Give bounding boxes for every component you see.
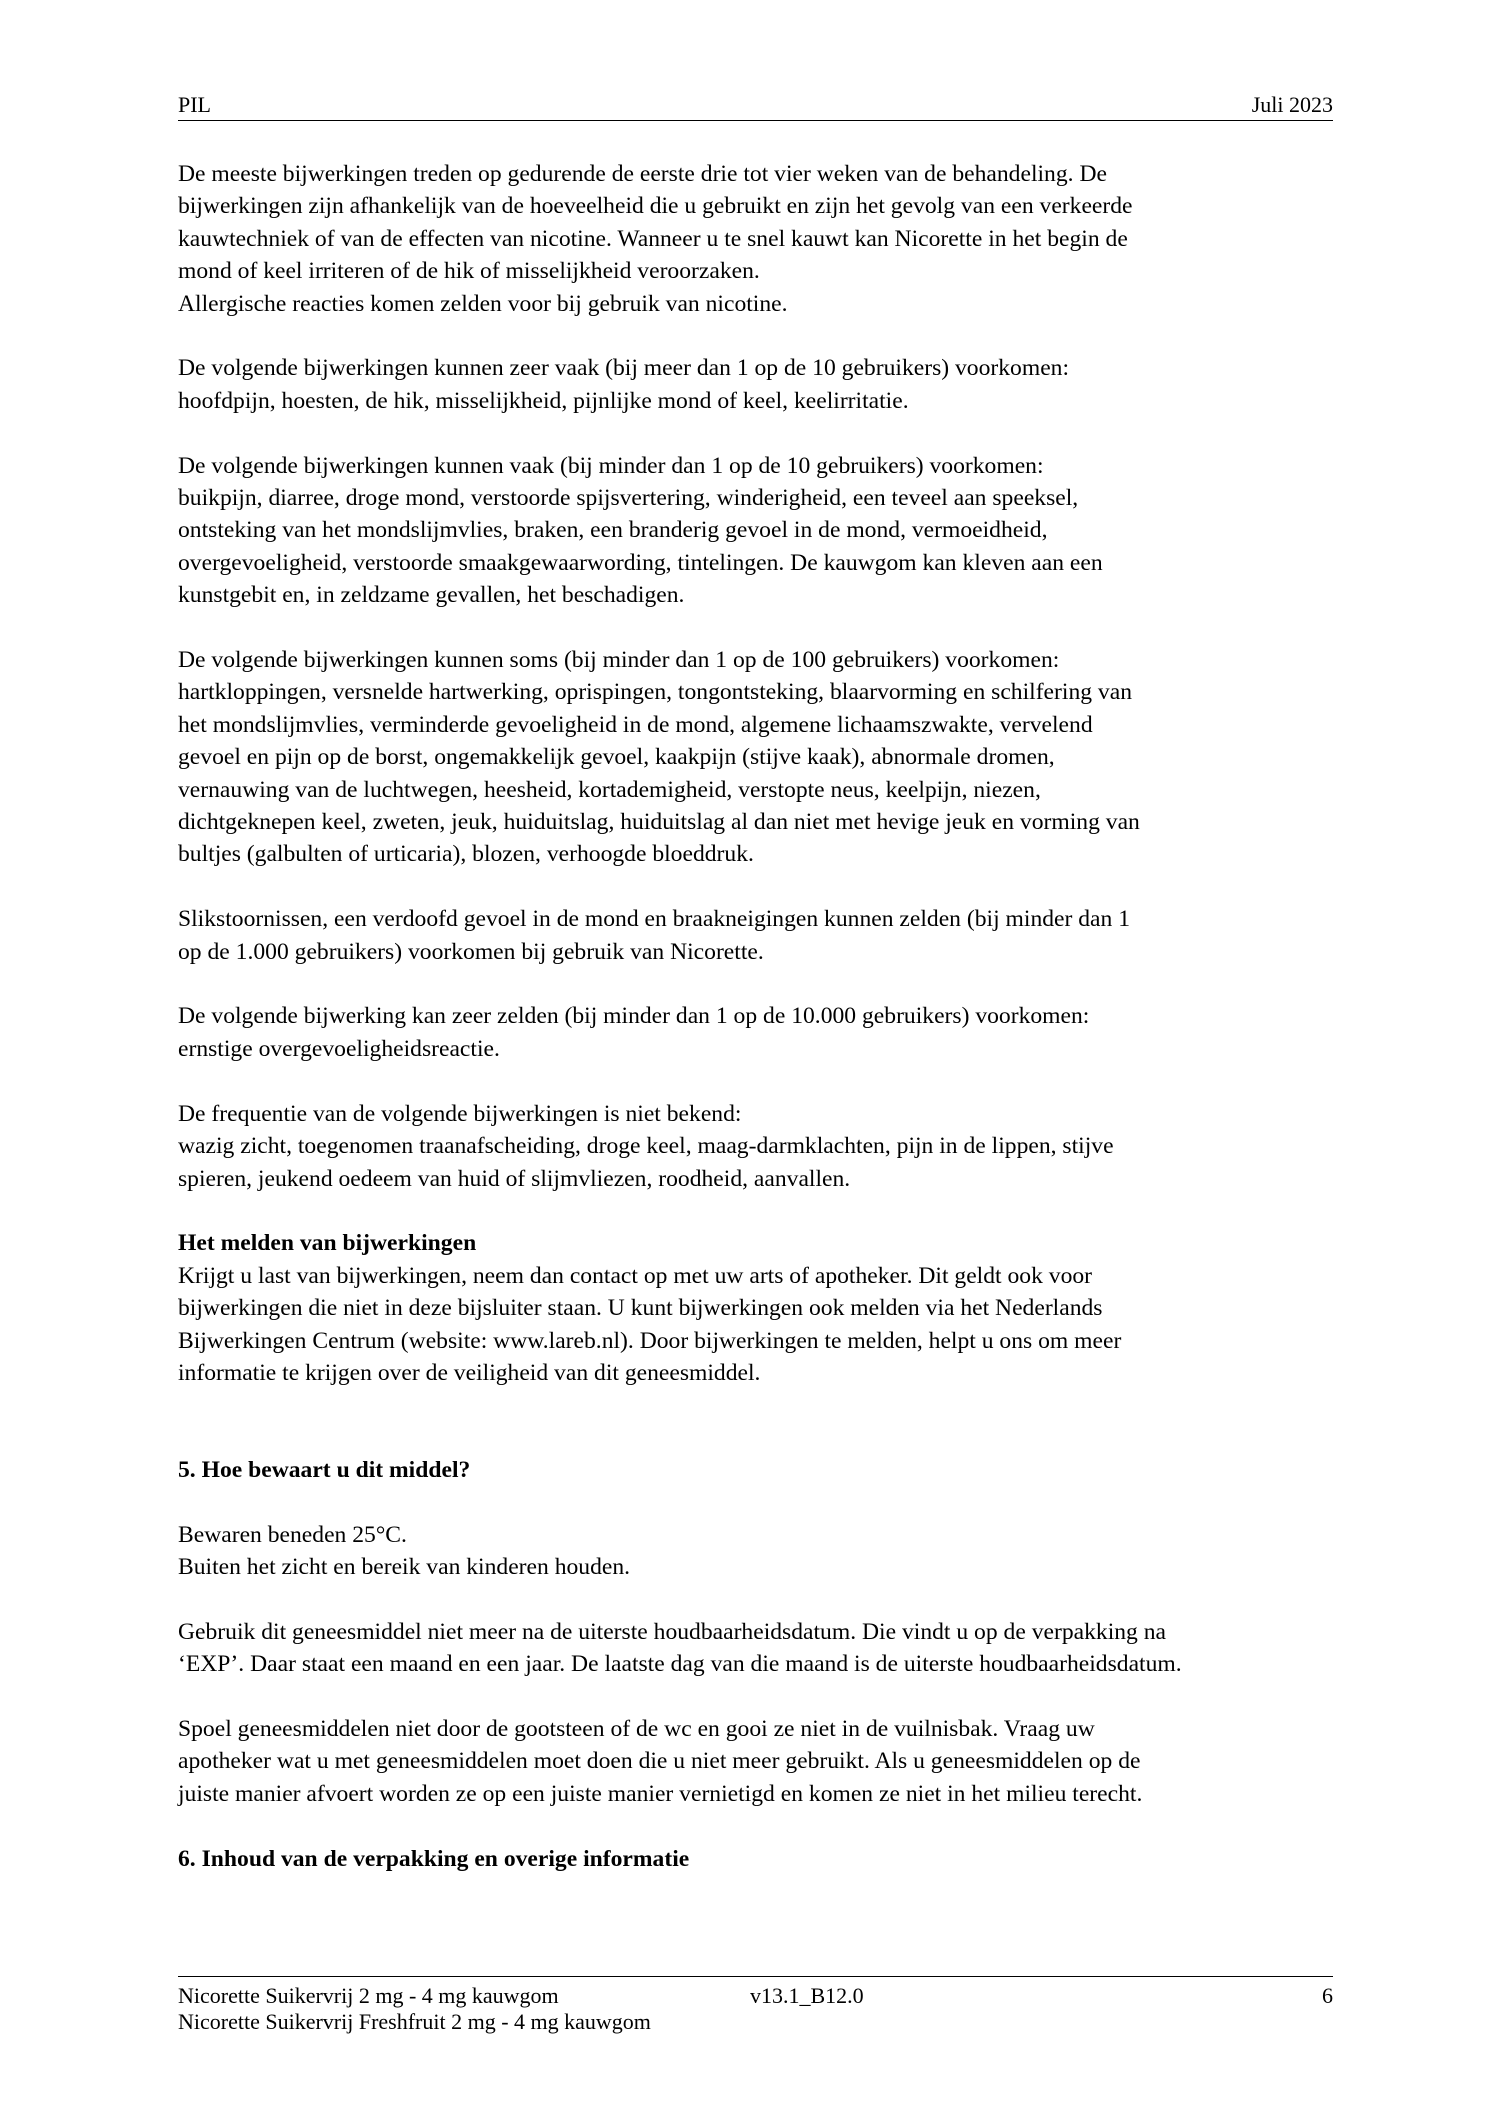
footer-product-line2: Nicorette Suikervrij Freshfruit 2 mg - 4 mg kauwgom bbox=[178, 2009, 651, 2034]
text-line: juiste manier afvoert worden ze op een juiste manier vernietigd en komen ze niet in het milieu terecht. bbox=[178, 1780, 1143, 1807]
text-line: buikpijn, diarree, droge mond, verstoorde spijsvertering, winderigheid, een teveel aan speeksel, bbox=[178, 485, 1079, 512]
footer-product-line1: Nicorette Suikervrij 2 mg - 4 mg kauwgom bbox=[178, 1983, 559, 2008]
paragraph-very-rare bbox=[178, 1000, 1338, 1065]
text-line: kunstgebit en, in zeldzame gevallen, het beschadigen. bbox=[178, 582, 685, 609]
paragraph-storage bbox=[178, 1519, 1338, 1584]
paragraph-expiry bbox=[178, 1616, 1338, 1681]
paragraph-intro bbox=[178, 158, 1338, 320]
text-line: kauwtechniek of van de effecten van nicotine. Wanneer u te snel kauwt kan Nicorette in het begin de bbox=[178, 225, 1128, 252]
text-line: spieren, jeukend oedeem van huid of slijmvliezen, roodheid, aanvallen. bbox=[178, 1165, 851, 1192]
text-line: ontsteking van het mondslijmvlies, braken, een branderig gevoel in de mond, vermoeidheid, bbox=[178, 517, 1048, 544]
paragraph-very-common bbox=[178, 352, 1338, 417]
header-date: Juli 2023 bbox=[1251, 92, 1333, 117]
paragraph-reporting bbox=[178, 1260, 1338, 1390]
spacer bbox=[178, 1422, 1338, 1454]
text-line: mond of keel irriteren of de hik of misselijkheid veroorzaken. bbox=[178, 258, 760, 285]
text-line: wazig zicht, toegenomen traanafscheiding, droge keel, maag-darmklachten, pijn in de lippen, stijve bbox=[178, 1133, 1114, 1160]
text-line: op de 1.000 gebruikers) voorkomen bij gebruik van Nicorette. bbox=[178, 938, 764, 965]
text-line: het mondslijmvlies, verminderde gevoeligheid in de mond, algemene lichaamszwakte, vervelend bbox=[178, 711, 1093, 738]
paragraph-uncommon bbox=[178, 644, 1338, 871]
text-line: De volgende bijwerkingen kunnen zeer vaak (bij meer dan 1 op de 10 gebruikers) voorkomen: bbox=[178, 355, 1070, 382]
text-line: De frequentie van de volgende bijwerkingen is niet bekend: bbox=[178, 1100, 742, 1127]
text-line: Slikstoornissen, een verdoofd gevoel in de mond en braakneigingen kunnen zelden (bij minder dan 1 bbox=[178, 906, 1131, 933]
text-line: bultjes (galbulten of urticaria), blozen, verhoogde bloeddruk. bbox=[178, 841, 754, 868]
paragraph-disposal bbox=[178, 1713, 1338, 1810]
footer-page-number: 6 bbox=[1322, 1983, 1333, 2008]
section-6-heading: 6. Inhoud van de verpakking en overige informatie bbox=[178, 1845, 690, 1872]
footer-version: v13.1_B12.0 bbox=[750, 1983, 864, 2008]
text-line: apotheker wat u met geneesmiddelen moet doen die u niet meer gebruikt. Als u geneesmiddelen op de bbox=[178, 1748, 1141, 1775]
text-line: dichtgeknepen keel, zweten, jeuk, huiduitslag, huiduitslag al dan niet met hevige jeuk en vorming van bbox=[178, 809, 1140, 836]
text-line: Bewaren beneden 25°C. bbox=[178, 1521, 407, 1548]
header-label: PIL bbox=[178, 92, 211, 117]
text-line: ernstige overgevoeligheidsreactie. bbox=[178, 1035, 500, 1062]
text-line: hoofdpijn, hoesten, de hik, misselijkheid, pijnlijke mond of keel, keelirritatie. bbox=[178, 387, 909, 414]
document-body bbox=[178, 158, 1338, 1907]
page-footer bbox=[178, 1976, 1333, 2035]
text-line: De volgende bijwerkingen kunnen vaak (bij minder dan 1 op de 10 gebruikers) voorkomen: bbox=[178, 452, 1044, 479]
text-line: Bijwerkingen Centrum (website: www.lareb.nl). Door bijwerkingen te melden, helpt u ons om meer bbox=[178, 1327, 1122, 1354]
text-line: gevoel en pijn op de borst, ongemakkelijk gevoel, kaakpijn (stijve kaak), abnormale dromen, bbox=[178, 744, 1055, 771]
text-line: hartkloppingen, versnelde hartwerking, oprispingen, tongontsteking, blaarvorming en schilfering van bbox=[178, 679, 1133, 706]
text-line: Buiten het zicht en bereik van kinderen houden. bbox=[178, 1553, 631, 1580]
text-line: De meeste bijwerkingen treden op gedurende de eerste drie tot vier weken van de behandeling. De bbox=[178, 161, 1107, 187]
text-line: De volgende bijwerkingen kunnen soms (bij minder dan 1 op de 100 gebruikers) voorkomen: bbox=[178, 647, 1060, 674]
text-line: Gebruik dit geneesmiddel niet meer na de uiterste houdbaarheidsdatum. Die vindt u op de verpakking na bbox=[178, 1618, 1167, 1645]
page-header bbox=[178, 92, 1333, 121]
text-line: overgevoeligheid, verstoorde smaakgewaarwording, tintelingen. De kauwgom kan kleven aan een bbox=[178, 549, 1103, 576]
text-line: informatie te krijgen over de veiligheid van dit geneesmiddel. bbox=[178, 1359, 761, 1386]
reporting-heading: Het melden van bijwerkingen bbox=[178, 1230, 477, 1257]
section-5-heading: 5. Hoe bewaart u dit middel? bbox=[178, 1456, 471, 1483]
text-line: bijwerkingen die niet in deze bijsluiter staan. U kunt bijwerkingen ook melden via het Nederlands bbox=[178, 1295, 1103, 1322]
paragraph-rare bbox=[178, 903, 1338, 968]
text-line: ‘EXP’. Daar staat een maand en een jaar. De laatste dag van die maand is de uiterste houdbaarheidsdatum. bbox=[178, 1651, 1182, 1678]
text-line: bijwerkingen zijn afhankelijk van de hoeveelheid die u gebruikt en zijn het gevolg van een verkeerde bbox=[178, 193, 1133, 220]
text-line: Krijgt u last van bijwerkingen, neem dan contact op met uw arts of apotheker. Dit geldt ook voor bbox=[178, 1262, 1093, 1289]
text-line: vernauwing van de luchtwegen, heesheid, kortademigheid, verstopte neus, keelpijn, niezen, bbox=[178, 776, 1041, 803]
paragraph-frequency-unknown bbox=[178, 1098, 1338, 1195]
text-line: De volgende bijwerking kan zeer zelden (bij minder dan 1 op de 10.000 gebruikers) voorkomen: bbox=[178, 1003, 1090, 1030]
paragraph-common bbox=[178, 450, 1338, 612]
text-line: Allergische reacties komen zelden voor bij gebruik van nicotine. bbox=[178, 290, 788, 317]
text-line: Spoel geneesmiddelen niet door de gootsteen of de wc en gooi ze niet in de vuilnisbak. Vraag uw bbox=[178, 1715, 1095, 1742]
